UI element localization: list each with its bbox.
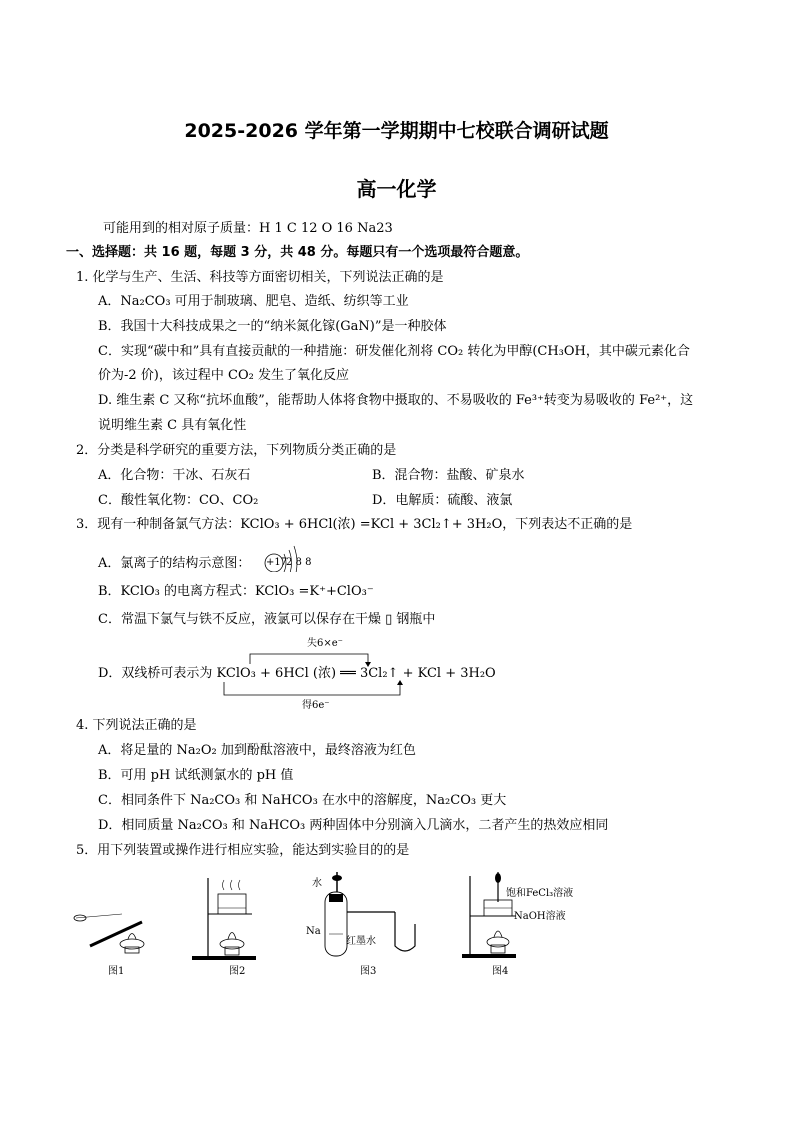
q4-option-d: D．相同质量 Na₂CO₃ 和 NaHCO₃ 两种固体中分别滴入几滴水，二者产生的热效应相同 [98, 818, 609, 833]
figure-4-naoh-label: NaOH溶液 [514, 911, 566, 922]
q3-option-c: C．常温下氯气与铁不反应，液氯可以保存在干燥 ▯ 钢瓶中 [98, 612, 436, 627]
atomic-mass-note: 可能用到的相对原子质量：H 1 C 12 O 16 Na23 [103, 221, 393, 236]
figure-3-label: 图3 [360, 966, 377, 977]
q2-option-c: C．酸性氧化物：CO、CO₂ [98, 493, 259, 508]
figure-1-label: 图1 [108, 966, 125, 977]
q4-option-c: C．相同条件下 Na₂CO₃ 和 NaHCO₃ 在水中的溶解度，Na₂CO₃ 更大 [98, 793, 507, 808]
q4-stem: 4. 下列说法正确的是 [76, 718, 197, 733]
figure-2-apparatus [188, 872, 268, 962]
q3-option-a: A．氯离子的结构示意图： [98, 556, 251, 571]
q2-option-b: B．混合物：盐酸、矿泉水 [372, 468, 525, 483]
q1-option-c-line2: 价为-2 价)，该过程中 CO₂ 发生了氧化反应 [98, 368, 349, 383]
subject-title: 高一化学 [356, 177, 437, 201]
q2-option-d: D．电解质：硫酸、液氯 [372, 493, 513, 508]
q3-option-d: D．双线桥可表示为 KClO₃ + 6HCl (浓) ══ 3Cl₂↑ + KCl + 3H₂O [98, 666, 496, 681]
figure-3-ink-label: 红墨水 [346, 936, 376, 947]
figure-2-label: 图2 [229, 966, 246, 977]
figure-3-sodium-label: Na [306, 926, 321, 937]
figure-1-apparatus [70, 892, 160, 962]
q5-stem: 5．用下列装置或操作进行相应实验，能达到实验目的的是 [76, 843, 410, 858]
q4-option-a: A．将足量的 Na₂O₂ 加到酚酞溶液中，最终溶液为红色 [98, 743, 416, 758]
q3-option-b: B．KClO₃ 的电离方程式：KClO₃ =K⁺+ClO₃⁻ [98, 584, 374, 599]
q1-option-c-line1: C．实现“碳中和”具有直接贡献的一种措施：研发催化剂将 CO₂ 转化为甲醇(CH₃OH，其中碳元素化合 [98, 344, 690, 359]
q1-option-d-line2: 说明维生素 C 具有氧化性 [98, 418, 247, 433]
figure-4-label: 图4 [492, 966, 509, 977]
q1-option-a: A．Na₂CO₃ 可用于制玻璃、肥皂、造纸、纺织等工业 [98, 294, 409, 309]
q1-option-d-line1: D. 维生素 C 又称“抗坏血酸”，能帮助人体将食物中摄取的、不易吸收的 Fe³⁺转变为易吸收的 Fe²⁺，这 [98, 393, 694, 408]
section-heading: 一、选择题：共 16 题，每题 3 分，共 48 分。每题只有一个选项最符合题意。 [66, 245, 529, 260]
q2-option-a: A．化合物：干冰、石灰石 [98, 468, 251, 483]
double-bridge-lose-label: 失6×e⁻ [307, 638, 343, 649]
figure-4-fecl3-label: 饱和FeCl₃溶液 [506, 888, 574, 899]
figure-3-water-label: 水 [312, 878, 322, 889]
q1-option-b: B．我国十大科技成果之一的“纳米氮化镓(GaN)”是一种胶体 [98, 319, 447, 334]
q1-stem: 1. 化学与生产、生活、科技等方面密切相关，下列说法正确的是 [76, 270, 444, 285]
chloride-nucleus-label: +17 [266, 557, 288, 568]
figure-3-apparatus [305, 868, 435, 964]
q4-option-b: B．可用 pH 试纸测氯水的 pH 值 [98, 768, 294, 783]
q2-stem: 2．分类是科学研究的重要方法，下列物质分类正确的是 [76, 443, 397, 458]
double-bridge-gain-label: 得6e⁻ [302, 700, 330, 711]
chloride-shell-electrons: 2 8 8 [286, 557, 312, 568]
exam-title: 2025-2026 学年第一学期期中七校联合调研试题 [184, 120, 609, 142]
q3-stem: 3．现有一种制备氯气方法：KClO₃ + 6HCl(浓) =KCl + 3Cl₂↑+ 3H₂O，下列表达不正确的是 [76, 517, 633, 532]
